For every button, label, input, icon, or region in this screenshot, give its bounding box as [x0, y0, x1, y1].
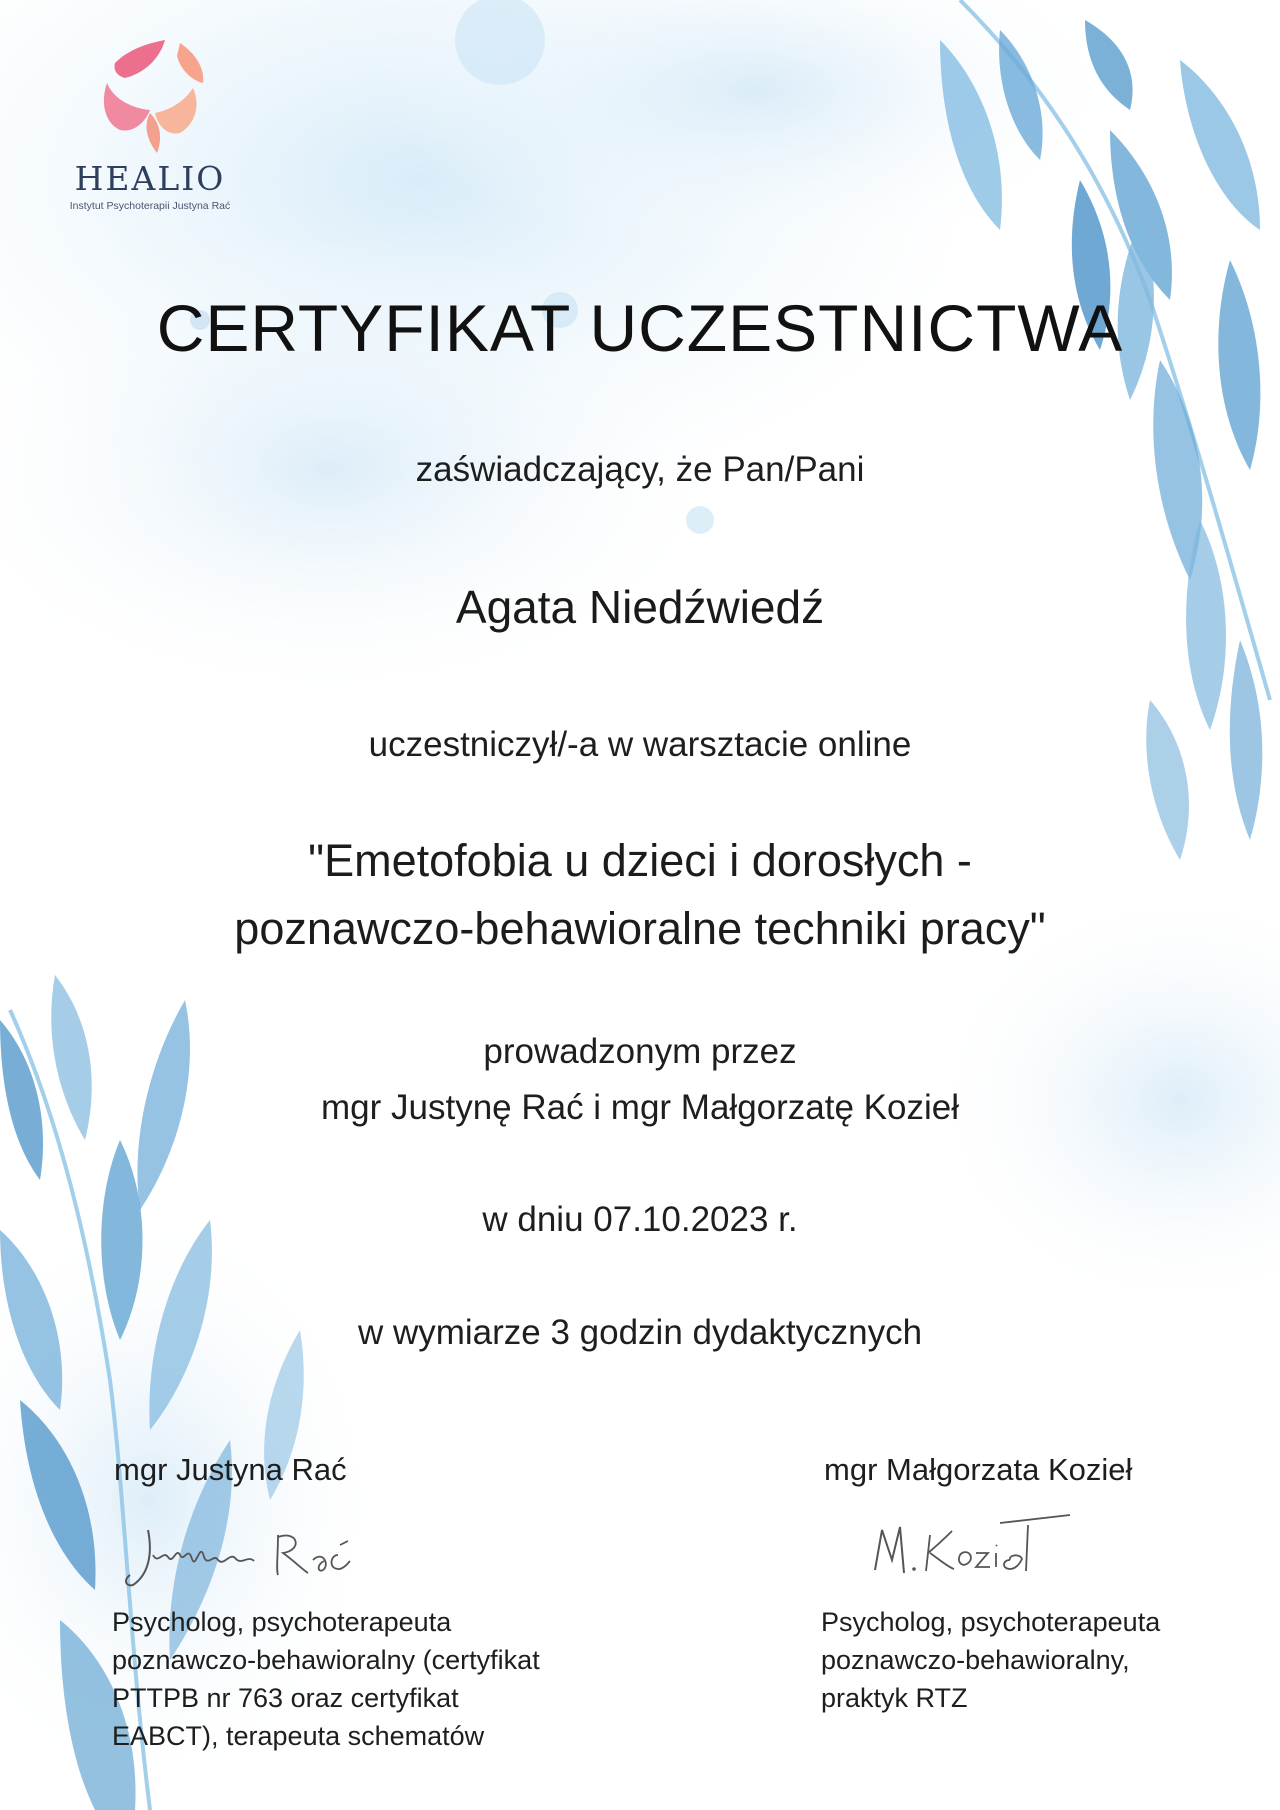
date-text: w dniu 07.10.2023 r. — [482, 1200, 798, 1239]
right-handwritten-signature — [860, 1505, 1080, 1585]
left-handwritten-signature — [118, 1515, 398, 1595]
workshop-title-line2: poznawczo-behawioralne techniki pracy" — [234, 903, 1046, 954]
left-signatory-description — [112, 1603, 572, 1755]
led-by-label: prowadzonym przez — [483, 1032, 797, 1071]
left-signatory-name: mgr Justyna Rać — [114, 1452, 347, 1487]
right-description-line: poznawczo-behawioralny, — [821, 1645, 1130, 1675]
right-signatory-description — [821, 1603, 1221, 1717]
healio-logo — [50, 28, 250, 212]
participant-name: Agata Niedźwiedź — [455, 581, 825, 633]
left-description-line: Psycholog, psychoterapeuta — [112, 1607, 452, 1637]
workshop-title-line1: "Emetofobia u dzieci i dorosłych - — [308, 835, 972, 886]
logo-subtitle: Instytut Psychoterapii Justyna Rać — [69, 200, 231, 212]
participation-text: uczestniczył/-a w warsztacie online — [368, 725, 912, 764]
right-description-line: praktyk RTZ — [821, 1683, 968, 1713]
lotus-logo-icon — [85, 28, 215, 158]
left-description-line: EABCT), terapeuta schematów — [112, 1721, 485, 1751]
intro-text: zaświadczający, że Pan/Pani — [415, 450, 865, 489]
certificate-title: CERTYFIKAT UCZESTNICTWA — [156, 291, 1124, 365]
duration-text: w wymiarze 3 godzin dydaktycznych — [357, 1313, 923, 1352]
right-description-line: Psycholog, psychoterapeuta — [821, 1607, 1161, 1637]
right-signatory-name: mgr Małgorzata Kozieł — [824, 1452, 1133, 1487]
left-description-line: poznawczo-behawioralny (certyfikat — [112, 1645, 540, 1675]
logo-name: HEALIO — [74, 159, 226, 198]
left-description-line: PTTPB nr 763 oraz certyfikat — [112, 1683, 459, 1713]
led-by-names: mgr Justynę Rać i mgr Małgorzatę Kozieł — [321, 1088, 959, 1127]
